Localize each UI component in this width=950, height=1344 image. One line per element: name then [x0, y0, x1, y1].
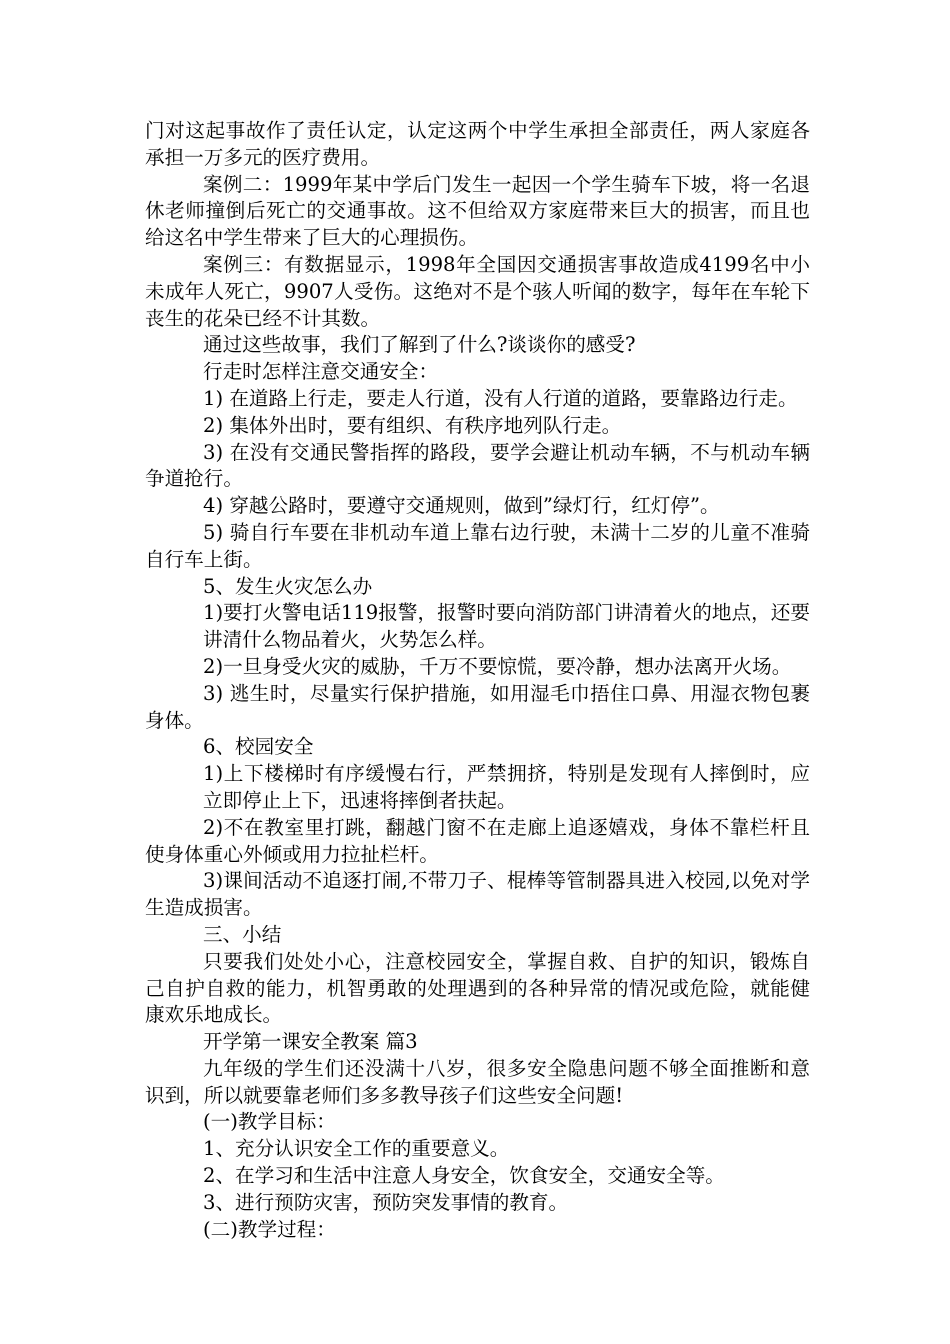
paragraph: 4) 穿越公路时，要遵守交通规则，做到”绿灯行，红灯停”。: [203, 494, 720, 518]
paragraph: (一)教学目标：: [203, 1110, 336, 1134]
paragraph: 2)不在教室里打跳，翻越门窗不在走廊上追逐嬉戏，身体不靠栏杆且使身体重心外倾或用力拉扯栏杆。: [145, 815, 810, 866]
paragraph: 九年级的学生们还没满十八岁，很多安全隐患问题不够全面推断和意识到，所以就要靠老师们多多教导孩子们这些安全问题!: [145, 1056, 810, 1107]
paragraph: 5) 骑自行车要在非机动车道上靠右边行驶，未满十二岁的儿童不准骑自行车上街。: [145, 520, 810, 571]
paragraph: 案例三：有数据显示，1998年全国因交通损害事故造成4199名中小未成年人死亡，9907人受伤。这绝对不是个骇人听闻的数字，每年在车轮下丧生的花朵已经不计其数。: [145, 252, 810, 330]
paragraph: 2、在学习和生活中注意人身安全，饮食安全，交通安全等。: [203, 1164, 725, 1188]
paragraph: (二)教学过程：: [203, 1217, 336, 1241]
paragraph: 2) 集体外出时，要有组织、有秩序地列队行走。: [203, 413, 622, 437]
paragraph: 1)要打火警电话119报警，报警时要向消防部门讲清着火的地点，还要讲清什么物品着火，火势怎么样。: [203, 601, 810, 652]
paragraph: 3) 逃生时，尽量实行保护措施，如用湿毛巾捂住口鼻、用湿衣物包裹身体。: [145, 681, 810, 732]
paragraph: 1、充分认识安全工作的重要意义。: [203, 1137, 510, 1161]
paragraph: 通过这些故事，我们了解到了什么?谈谈你的感受?: [203, 333, 636, 357]
paragraph: 门对这起事故作了责任认定，认定这两个中学生承担全部责任，两人家庭各承担一万多元的医疗费用。: [145, 119, 810, 169]
paragraph: 3) 在没有交通民警指挥的路段，要学会避让机动车辆，不与机动车辆争道抢行。: [145, 440, 810, 491]
paragraph: 行走时怎样注意交通安全：: [203, 360, 439, 384]
paragraph: 开学第一课安全教案 篇3: [203, 1030, 418, 1054]
paragraph: 三、小结: [203, 922, 282, 946]
document-body: [145, 118, 810, 1243]
paragraph: 只要我们处处小心，注意校园安全，掌握自救、自护的知识，锻炼自己自护自救的能力，机智勇敢的处理遇到的各种异常的情况或危险，就能健康欢乐地成长。: [145, 949, 810, 1027]
paragraph: 6、校园安全: [203, 735, 314, 759]
paragraph: 5、发生火灾怎么办: [203, 574, 373, 598]
paragraph: 1) 在道路上行走，要走人行道，没有人行道的道路，要靠路边行走。: [203, 386, 798, 410]
paragraph: 案例二：1999年某中学后门发生一起因一个学生骑车下坡，将一名退休老师撞倒后死亡的交通事故。这不但给双方家庭带来巨大的损害，而且也给这名中学生带来了巨大的心理损伤。: [145, 172, 810, 250]
paragraph: 3)课间活动不追逐打闹,不带刀子、棍棒等管制器具进入校园,以免对学生造成损害。: [145, 869, 810, 920]
paragraph: 1)上下楼梯时有序缓慢右行，严禁拥挤，特别是发现有人摔倒时，应立即停止上下，迅速将摔倒者扶起。: [203, 762, 810, 812]
paragraph: 3、进行预防灾害，预防突发事情的教育。: [203, 1190, 569, 1214]
paragraph: 2)一旦身受火灾的威胁，千万不要惊慌，要冷静，想办法离开火场。: [203, 654, 792, 678]
